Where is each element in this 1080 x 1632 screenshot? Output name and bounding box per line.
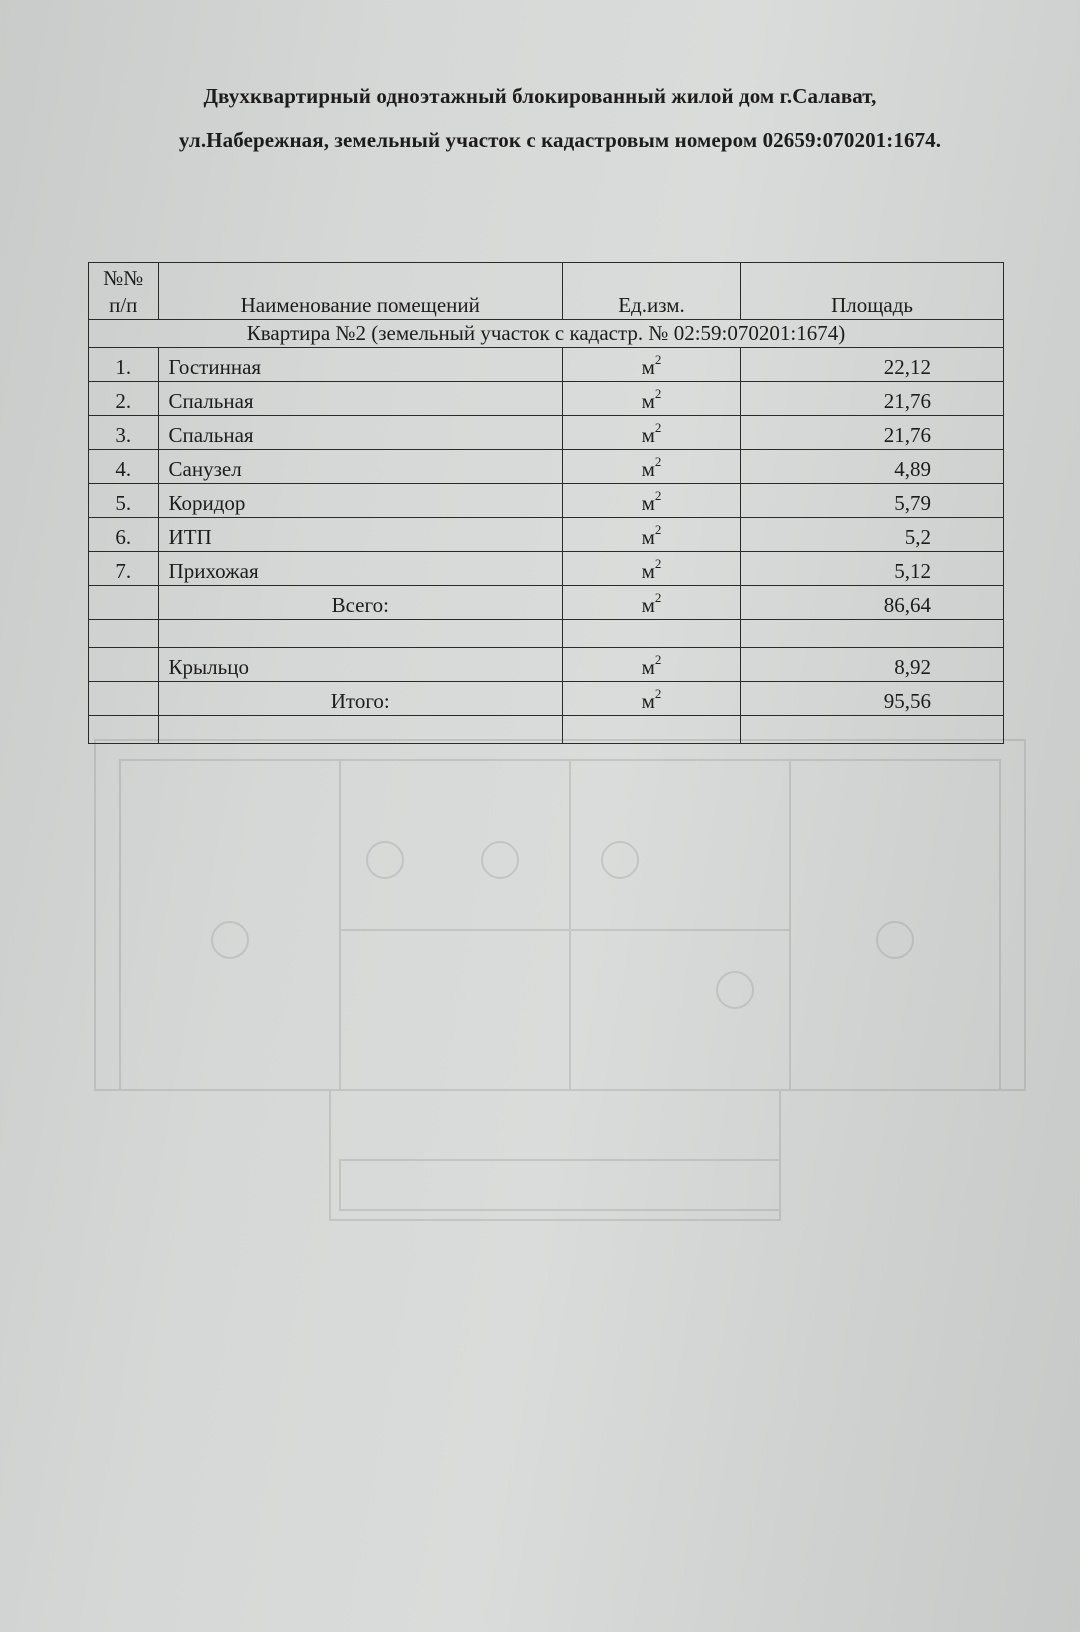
row-unit: $м^2$ bbox=[562, 484, 740, 518]
table-row bbox=[89, 416, 1004, 450]
row-unit: $м^2$ bbox=[562, 382, 740, 416]
subtotal-label: Всего: bbox=[158, 586, 562, 620]
row-num: 2. bbox=[89, 382, 159, 416]
document-title-line-2: ул.Набережная, земельный участок с кадастровым номером 02659:070201:1674. bbox=[178, 128, 942, 152]
row-num: 3. bbox=[89, 416, 159, 450]
table-row bbox=[89, 518, 1004, 552]
row-num: 6. bbox=[89, 518, 159, 552]
row-area: 21,76 bbox=[741, 416, 1004, 450]
row-num: 4. bbox=[89, 450, 159, 484]
total-label: Итого: bbox=[158, 682, 562, 716]
total-area: 95,56 bbox=[741, 682, 1004, 716]
row-num: 7. bbox=[89, 552, 159, 586]
porch-area: 8,92 bbox=[741, 648, 1004, 682]
header-num: №№ п/п bbox=[89, 263, 159, 320]
porch-unit: $м^2$ bbox=[562, 648, 740, 682]
header-name: Наименование помещений bbox=[158, 263, 562, 320]
table-row bbox=[89, 382, 1004, 416]
rooms-area-table bbox=[88, 262, 1004, 744]
table-row bbox=[89, 450, 1004, 484]
section-row bbox=[89, 320, 1004, 348]
row-unit: $м^2$ bbox=[562, 348, 740, 382]
row-name: ИТП bbox=[158, 518, 562, 552]
porch-name: Крыльцо bbox=[158, 648, 562, 682]
row-unit: $м^2$ bbox=[562, 552, 740, 586]
row-area: 21,76 bbox=[741, 382, 1004, 416]
row-area: 22,12 bbox=[741, 348, 1004, 382]
subtotal-unit: $м^2$ bbox=[562, 586, 740, 620]
subtotal-row bbox=[89, 586, 1004, 620]
row-unit: $м^2$ bbox=[562, 450, 740, 484]
row-num: 5. bbox=[89, 484, 159, 518]
subtotal-area: 86,64 bbox=[741, 586, 1004, 620]
section-title: Квартира №2 (земельный участок с кадастр. № 02:59:070201:1674) bbox=[89, 320, 1004, 348]
table-row bbox=[89, 552, 1004, 586]
header-area: Площадь bbox=[741, 263, 1004, 320]
table-row bbox=[89, 484, 1004, 518]
row-name: Прихожая bbox=[158, 552, 562, 586]
header-unit: Ед.изм. bbox=[562, 263, 740, 320]
table-row bbox=[89, 348, 1004, 382]
row-unit: $м^2$ bbox=[562, 416, 740, 450]
empty-row bbox=[89, 716, 1004, 744]
row-name: Санузел bbox=[158, 450, 562, 484]
empty-row bbox=[89, 620, 1004, 648]
total-unit: $м^2$ bbox=[562, 682, 740, 716]
row-area: 4,89 bbox=[741, 450, 1004, 484]
table-header-row bbox=[89, 263, 1004, 320]
row-unit: $м^2$ bbox=[562, 518, 740, 552]
row-area: 5,79 bbox=[741, 484, 1004, 518]
row-name: Гостинная bbox=[158, 348, 562, 382]
document-title-line-1: Двухквартирный одноэтажный блокированный жилой дом г.Салават, bbox=[203, 84, 877, 108]
porch-row bbox=[89, 648, 1004, 682]
row-area: 5,12 bbox=[741, 552, 1004, 586]
row-num: 1. bbox=[89, 348, 159, 382]
row-name: Спальная bbox=[158, 382, 562, 416]
row-name: Коридор bbox=[158, 484, 562, 518]
row-name: Спальная bbox=[158, 416, 562, 450]
total-row bbox=[89, 682, 1004, 716]
row-area: 5,2 bbox=[741, 518, 1004, 552]
